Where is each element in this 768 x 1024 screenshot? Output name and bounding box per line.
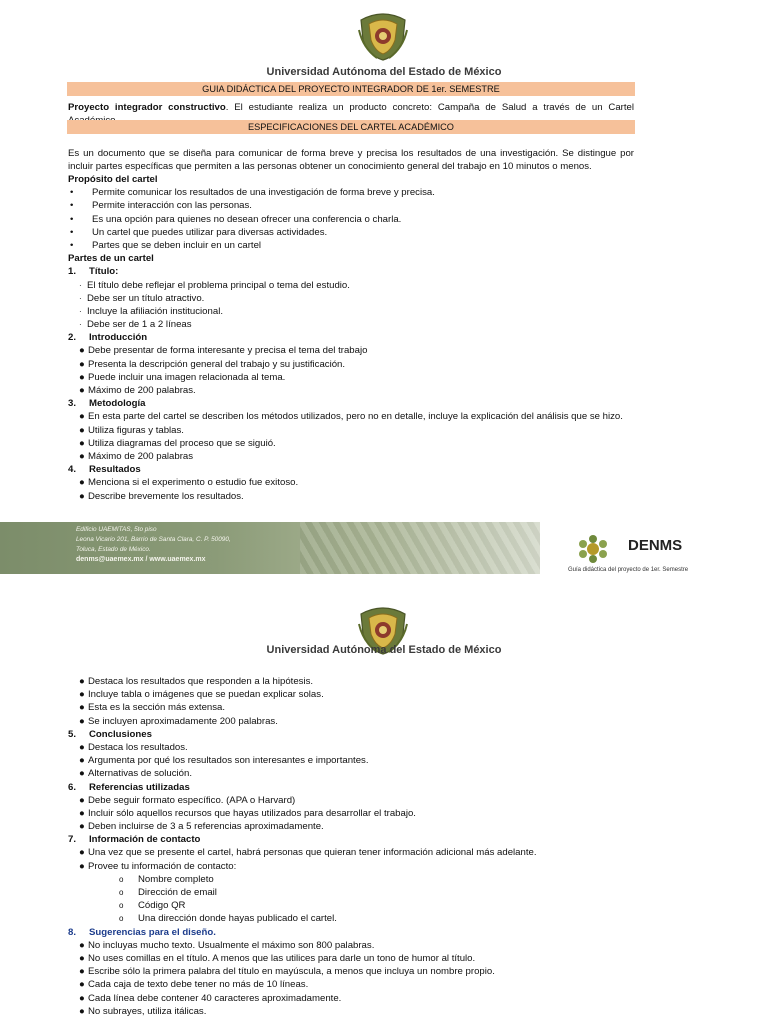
bullet-icon: ● xyxy=(79,939,85,951)
bullet-icon: ● xyxy=(79,1005,85,1017)
denms-brand: DENMS xyxy=(628,537,683,554)
list-item: ● No subrayes, utiliza itálicas. xyxy=(79,1005,207,1017)
footer-guide-title: Guía didáctica del proyecto de 1er. Semestre xyxy=(568,567,689,573)
section-heading: 5. Conclusiones xyxy=(68,728,152,740)
project-text: . El estudiante realiza un producto concreto: Campaña de Salud a través de un Cartel xyxy=(225,102,634,113)
bullet-icon: ● xyxy=(79,741,85,753)
project-label: Proyecto integrador constructivo xyxy=(68,102,226,113)
section-heading: 2. Introducción xyxy=(68,332,148,344)
bullet-icon: ● xyxy=(79,979,85,991)
footer-address: Edificio UAEMITAS, 5to piso Leona Vicario 201, Barrio de Santa Clara, C. P. 50090, Toluca, Estado de México. denms@uaemex.mx / www.uaemex.mx xyxy=(76,526,231,563)
list-item: ● Presenta la descripción general del trabajo y su justificación. xyxy=(79,358,346,370)
university-name: Universidad Autónoma del Estado de México xyxy=(266,644,502,656)
parts-heading: Partes de un cartel xyxy=(68,253,154,265)
list-item: ● Debe seguir formato específico. (APA o Harvard) xyxy=(79,794,296,806)
page-footer xyxy=(0,522,768,574)
list-item: ● Utiliza diagramas del proceso que se siguió. xyxy=(79,437,276,449)
list-item: ● Incluir sólo aquellos recursos que hayas utilizados para desarrollar el trabajo. xyxy=(79,807,416,819)
bullet-icon: • xyxy=(70,213,74,225)
section-heading: 3. Metodología xyxy=(68,398,146,410)
sub-list-item: o Una dirección donde hayas publicado el cartel. xyxy=(119,913,337,925)
list-item: ● Alternativas de solución. xyxy=(79,768,192,780)
bullet-icon: ● xyxy=(79,676,85,687)
bullet-icon: • xyxy=(70,187,74,199)
small-bullet-icon: · xyxy=(79,293,82,303)
list-item: ● Una vez que se presente el cartel, habrá personas que quieran tener información adicional más adelante. xyxy=(79,847,537,859)
bullet-icon: ● xyxy=(79,490,85,502)
list-item: ● Se incluyen aproximadamente 200 palabras. xyxy=(79,715,278,727)
list-item: · Debe ser un título atractivo. xyxy=(79,292,205,304)
bullet-icon: ● xyxy=(79,966,85,978)
list-item: ● Provee tu información de contacto: xyxy=(79,860,237,872)
bullet-icon: ● xyxy=(79,847,85,859)
bullet-icon: ● xyxy=(79,424,85,436)
list-item: • Permite interacción con las personas. xyxy=(70,200,252,212)
list-item: ● Esta es la sección más extensa. xyxy=(79,702,226,714)
bullet-icon: ● xyxy=(79,385,85,396)
bullet-icon: ● xyxy=(79,860,85,872)
list-item: ● Utiliza figuras y tablas. xyxy=(79,424,184,436)
list-item: ● Argumenta por qué los resultados son interesantes e importantes. xyxy=(79,755,369,767)
list-item: ● Máximo de 200 palabras xyxy=(79,450,194,462)
sub-list-item: o Nombre completo xyxy=(119,873,214,885)
section-heading: 7. Información de contacto xyxy=(68,834,201,846)
bullet-icon: ● xyxy=(79,821,85,833)
purpose-heading: Propósito del cartel xyxy=(68,174,158,185)
bullet-icon: ● xyxy=(79,768,85,780)
bullet-icon: ● xyxy=(79,715,85,727)
sub-list-item: o Dirección de email xyxy=(119,887,217,898)
small-bullet-icon: · xyxy=(79,280,82,290)
list-item: ● Deben incluirse de 3 a 5 referencias aproximadamente. xyxy=(79,821,324,833)
bullet-icon: ● xyxy=(79,437,85,449)
bullet-icon: • xyxy=(70,226,74,238)
list-item: ● Menciona si el experimento o estudio fue exitoso. xyxy=(79,477,299,489)
footer-pattern xyxy=(300,522,540,574)
bullet-icon: ● xyxy=(79,807,85,819)
bullet-icon: ● xyxy=(79,952,85,964)
bullet-icon: ● xyxy=(79,477,85,489)
bullet-icon: ● xyxy=(79,755,85,767)
document-page-2 xyxy=(0,585,768,1024)
circle-bullet-icon: o xyxy=(119,901,124,911)
list-item: • Partes que se deben incluir en un cartel xyxy=(70,239,262,251)
list-item: ● Describe brevemente los resultados. xyxy=(79,490,244,502)
list-item: · Debe ser de 1 a 2 líneas xyxy=(79,319,192,331)
content-block-page-2 xyxy=(68,675,668,1018)
list-item: ● En esta parte del cartel se describen los métodos utilizados, pero no en detalle, incluye la explicación del análisis que se hizo. xyxy=(79,411,623,423)
list-item: · El título debe reflejar el problema principal o tema del estudio. xyxy=(79,279,350,291)
bullet-icon: ● xyxy=(79,411,85,423)
denms-logo-icon xyxy=(578,534,608,564)
list-item: • Un cartel que puedes utilizar para diversas actividades. xyxy=(70,226,328,238)
list-item: ● Puede incluir una imagen relacionada al tema. xyxy=(79,371,286,383)
intro-paragraph: Es un documento que se diseña para comunicar de forma breve y precisa los resultados de una investigación. Se distingue por incluir partes específicas que permiten a las personas obtener un conocimiento general del trabajo en 10 minutos o menos. xyxy=(68,148,634,173)
section-heading: 1. Título: xyxy=(68,266,119,278)
bullet-icon: ● xyxy=(79,358,85,370)
bullet-icon: ● xyxy=(79,371,85,383)
circle-bullet-icon: o xyxy=(119,874,124,884)
list-item: • Es una opción para quienes no desean ofrecer una conferencia o charla. xyxy=(70,213,402,225)
section-heading: 6. Referencias utilizadas xyxy=(68,781,190,793)
circle-bullet-icon: o xyxy=(119,888,124,897)
list-item: ● Escribe sólo la primera palabra del título en mayúscula, a menos que incluya un nombre propio. xyxy=(79,966,495,978)
bullet-icon: ● xyxy=(79,450,85,462)
university-name: Universidad Autónoma del Estado de México xyxy=(266,66,502,78)
small-bullet-icon: · xyxy=(79,320,82,330)
section-heading: 8. Sugerencias para el diseño. xyxy=(68,926,216,938)
footer-contact: denms@uaemex.mx / www.uaemex.mx xyxy=(76,556,206,563)
list-item: ● Destaca los resultados. xyxy=(79,741,188,753)
specs-title-band: ESPECIFICACIONES DEL CARTEL ACADÉMICO xyxy=(67,120,635,134)
bullet-icon: ● xyxy=(79,689,85,701)
bullet-icon: • xyxy=(70,200,74,212)
list-item: · Incluye la afiliación institucional. xyxy=(79,305,223,317)
bullet-icon: ● xyxy=(79,992,85,1004)
circle-bullet-icon: o xyxy=(119,914,124,924)
list-item: ● No incluyas mucho texto. Usualmente el máximo son 800 palabras. xyxy=(79,939,375,951)
section-heading: 4. Resultados xyxy=(68,464,141,476)
list-item: ● Máximo de 200 palabras. xyxy=(79,385,196,396)
list-item: ● Incluye tabla o imágenes que se puedan explicar solas. xyxy=(79,689,324,701)
list-item: ● No uses comillas en el título. A menos que las utilices para darle un tono de humor al título. xyxy=(79,952,476,964)
list-item: ● Cada línea debe contener 40 caracteres aproximadamente. xyxy=(79,992,342,1004)
small-bullet-icon: · xyxy=(79,306,82,316)
list-item: ● Cada caja de texto debe tener no más de 10 líneas. xyxy=(79,979,309,991)
bullet-icon: ● xyxy=(79,794,85,806)
bullet-icon: • xyxy=(70,239,74,251)
content-block-page-1 xyxy=(68,173,668,503)
sub-list-item: o Código QR xyxy=(119,900,186,912)
university-crest-icon xyxy=(357,10,409,62)
bullet-icon: ● xyxy=(79,345,85,357)
bullet-icon: ● xyxy=(79,702,85,714)
list-item: • Permite comunicar los resultados de una investigación de forma breve y precisa. xyxy=(70,187,435,199)
list-item: ● Debe presentar de forma interesante y precisa el tema del trabajo xyxy=(79,345,368,357)
guide-title-band: GUIA DIDÁCTICA DEL PROYECTO INTEGRADOR DE 1er. SEMESTRE xyxy=(67,82,635,96)
list-item: ● Destaca los resultados que responden a la hipótesis. xyxy=(79,676,314,687)
